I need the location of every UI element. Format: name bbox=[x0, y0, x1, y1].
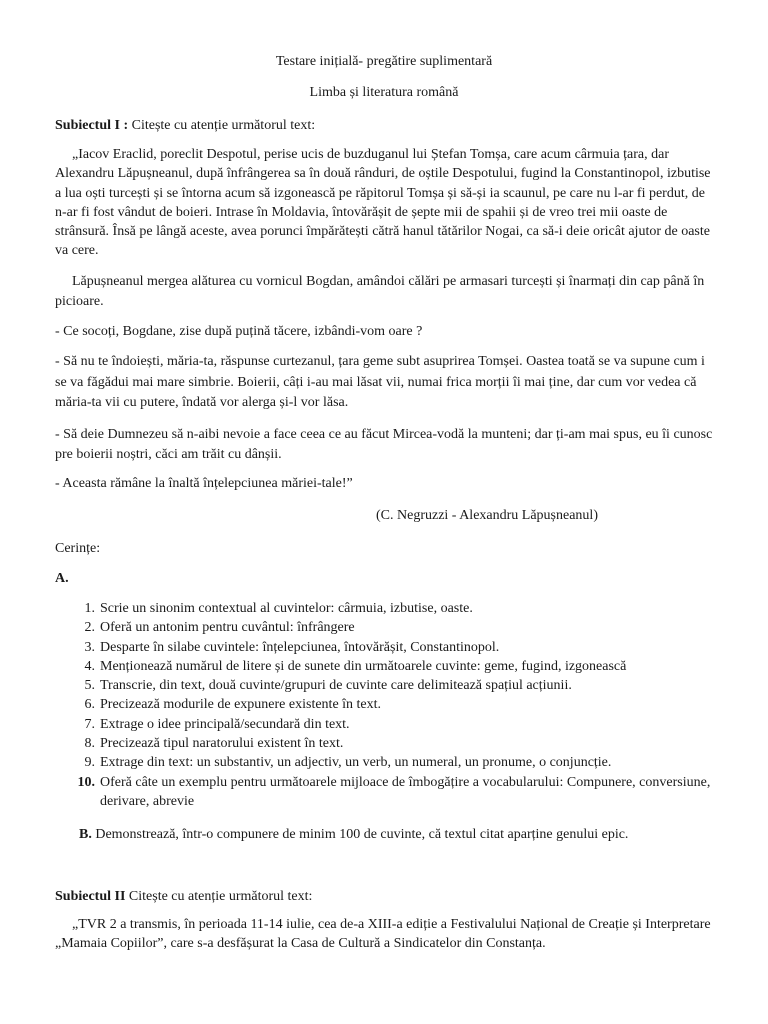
dialogue-line-2: - Să nu te îndoiești, măria-ta, răspunse curtezanul, țara geme subt asuprirea Tomșei. Oastea toată se va supune cum i se va făgădui mai mare simbrie. Boierii, câți i-au mai lăsat vii, numai frica morții îi mai ține, dar cum vor vedea că măria-ta vii cu putere, îndată vor alerga și-l vor lăsa. bbox=[55, 354, 705, 410]
subject-1-heading bbox=[55, 116, 713, 135]
section-a-label: A. bbox=[55, 571, 69, 586]
list-item: 2. Oferă un antonim pentru cuvântul: înfrângere bbox=[84, 620, 355, 636]
list-item: 10. Oferă câte un exemplu pentru următoarele mijloace de îmbogățire a vocabularului: Compunere, conversiune, derivare, abrevie bbox=[77, 774, 711, 809]
document-title: Testare inițială- pregătire suplimentară bbox=[275, 54, 493, 69]
list-item: 8. Precizează tipul naratorului existent în text. bbox=[84, 736, 344, 752]
list-item: 1. Scrie un sinonim contextual al cuvintelor: cârmuia, izbutise, oaste. bbox=[84, 601, 473, 616]
text-paragraph-1: „Iacov Eraclid, poreclit Despotul, perise ucis de buzduganul lui Ștefan Tomșa, care acum cârmuia țara, dar Alexandru Lăpușneanul, după înfrângerea sa în două rânduri, de oștile Despotului, fugind la Constantinopol, izbutise a lua oști turcești și se întorna acum să izgonească pe răpitorul Tomșa și să-și ia scaunul, pe care nu l-ar fi perdut, de n-ar fi fost vândut de boieri. Intrase în Moldavia, întovărășit de șepte mii de spahii și de vreo trei mii oaste de strânsură. Însă pe lângă aceste, avea porunci împărătești cătră hanul tătărilor Nogai, ca să-i deie oricât ajutor de oaste va cere. bbox=[55, 147, 711, 259]
text-source: (C. Negruzzi - Alexandru Lăpușneanul) bbox=[376, 508, 598, 523]
requirements-label: Cerințe: bbox=[55, 541, 101, 556]
dialogue-line-4: - Aceasta rămâne la înaltă înțelepciunea măriei-tale!” bbox=[55, 476, 353, 491]
requirements-list bbox=[55, 599, 715, 811]
list-item: 4. Menționează numărul de litere și de sunete din următoarele cuvinte: geme, fugind, izgonească bbox=[84, 658, 627, 674]
list-item: 3. Desparte în silabe cuvintele: înțelepciunea, întovărășit, Constantinopol. bbox=[84, 639, 500, 655]
list-item: 9. Extrage din text: un substantiv, un adjectiv, un verb, un numeral, un pronume, o conjuncție. bbox=[84, 755, 612, 771]
dialogue-line-1: - Ce socoți, Bogdane, zise după puțină tăcere, izbândi-vom oare ? bbox=[55, 324, 423, 339]
section-b-label: B. bbox=[79, 827, 92, 842]
list-item: 5. Transcrie, din text, două cuvinte/grupuri de cuvinte care delimitează spațiul acțiunii. bbox=[84, 678, 572, 694]
dialogue-line-3: - Să deie Dumnezeu să n-aibi nevoie a face ceea ce au făcut Mircea-vodă la munteni; dar ți-am mai spus, eu îi cunosc pre boierii noștri, căci am trăit cu dânșii. bbox=[55, 427, 713, 462]
subject-2-paragraph: „TVR 2 a transmis, în perioada 11-14 iulie, cea de-a XIII-a ediție a Festivalului Național de Creație și Interpretare „Mamaia Copiilor”, care s-a desfășurat la Casa de Cultură a Sindicatelor din Constanța. bbox=[55, 917, 711, 951]
list-item: 6. Precizează modurile de expunere existente în text. bbox=[84, 697, 382, 713]
subject-1-label: Subiectul I : bbox=[55, 118, 129, 133]
subject-1-instruction: Citește cu atenție următorul text: bbox=[128, 118, 316, 133]
subject-2-heading bbox=[55, 887, 713, 906]
document-subtitle: Limba și literatura română bbox=[309, 85, 459, 100]
section-b-text: Demonstrează, într-o compunere de minim 100 de cuvinte, că textul citat aparține genului epic. bbox=[91, 827, 629, 842]
subject-2-label: Subiectul II bbox=[55, 889, 126, 904]
section-b bbox=[79, 825, 719, 844]
subject-2-instruction: Citește cu atenție următorul text: bbox=[125, 889, 313, 904]
text-paragraph-2: Lăpușneanul mergea alăturea cu vornicul Bogdan, amândoi călări pe armasari turcești și înarmați din cap până în picioare. bbox=[55, 274, 705, 309]
list-item: 7. Extrage o idee principală/secundară din text. bbox=[84, 716, 350, 732]
